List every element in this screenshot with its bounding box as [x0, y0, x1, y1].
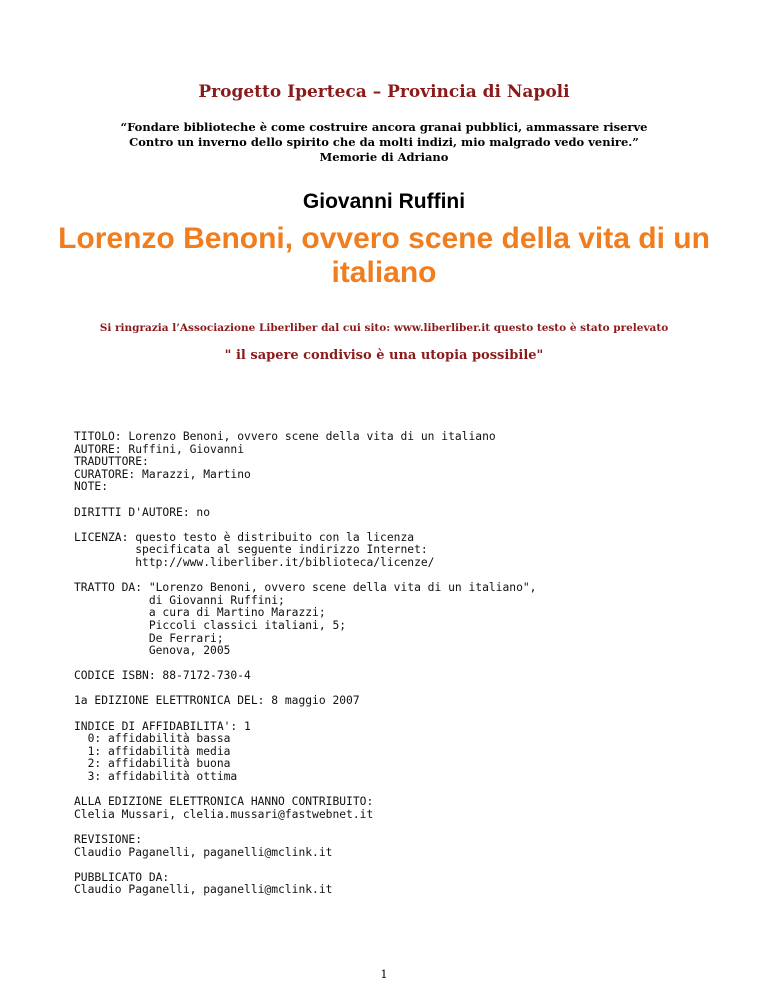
metadata-line: DIRITTI D'AUTORE: no — [74, 505, 211, 519]
quote-line: Contro un inverno dello spirito che da molti indizi, mio malgrado vedo venire.” — [129, 135, 639, 149]
acknowledgement-text: Si ringrazia l’Associazione Liberliber dal cui sito: www.liberliber.it questo testo è stato prelevato — [99, 322, 669, 334]
motto-text: " il sapere condiviso è una utopia possibile" — [224, 348, 544, 363]
metadata-line: REVISIONE: — [74, 833, 143, 846]
metadata-line — [74, 859, 537, 872]
metadata-block — [74, 431, 537, 897]
metadata-line: CODICE ISBN: 88-7172-730-4 — [74, 669, 251, 683]
quote-source: Memorie di Adriano — [319, 150, 449, 164]
page-number: 1 — [380, 968, 388, 981]
book-title-line: italiano — [331, 256, 437, 289]
metadata-line: LICENZA: questo testo è distribuito con la licenza — [74, 530, 415, 544]
metadata-line: 0: affidabilità bassa — [74, 732, 231, 746]
metadata-line: Piccoli classici italiani, 5; — [74, 618, 347, 632]
metadata-line: TRADUTTORE: — [74, 455, 149, 469]
metadata-line: AUTORE: Ruffini, Giovanni — [74, 442, 245, 456]
metadata-line: TITOLO: Lorenzo Benoni, ovvero scene della vita di un italiano — [74, 430, 496, 443]
metadata-line: di Giovanni Ruffini; — [74, 593, 285, 607]
book-title-line: Lorenzo Benoni, ovvero scene della vita di un — [58, 222, 710, 255]
metadata-line: 1: affidabilità media — [74, 744, 231, 758]
metadata-line: ALLA EDIZIONE ELETTRONICA HANNO CONTRIBUITO: — [74, 795, 374, 809]
metadata-line: 2: affidabilità buona — [74, 757, 231, 771]
project-title: Progetto Iperteca – Provincia di Napoli — [198, 82, 570, 102]
metadata-line: 1a EDIZIONE ELETTRONICA DEL: 8 maggio 2007 — [74, 694, 360, 708]
metadata-line: INDICE DI AFFIDABILITA': 1 — [74, 719, 251, 733]
quote-line: “Fondare biblioteche è come costruire ancora granai pubblici, ammassare riserve — [120, 120, 648, 134]
metadata-line: TRATTO DA: "Lorenzo Benoni, ovvero scene della vita di un italiano", — [74, 581, 537, 595]
metadata-line: NOTE: — [74, 480, 109, 494]
metadata-line — [74, 821, 537, 834]
metadata-line: a cura di Martino Marazzi; — [74, 606, 326, 620]
metadata-line: De Ferrari; — [74, 631, 224, 645]
book-author: Giovanni Ruffini — [302, 190, 466, 213]
metadata-line — [74, 708, 537, 721]
epigraph-quote — [0, 120, 768, 165]
metadata-line: Clelia Mussari, clelia.mussari@fastwebnet.it — [74, 807, 374, 821]
metadata-line: Claudio Paganelli, paganelli@mclink.it — [74, 845, 333, 859]
metadata-line: specificata al seguente indirizzo Internet: — [74, 543, 428, 557]
metadata-line: CURATORE: Marazzi, Martino — [74, 467, 251, 481]
metadata-line: http://www.liberliber.it/biblioteca/licenze/ — [74, 555, 435, 569]
book-title — [0, 222, 768, 290]
metadata-line — [74, 494, 537, 507]
metadata-line: 3: affidabilità ottima — [74, 770, 238, 784]
metadata-line: PUBBLICATO DA: — [74, 870, 170, 884]
metadata-line: Genova, 2005 — [74, 644, 231, 658]
metadata-line — [74, 519, 537, 532]
metadata-line: Claudio Paganelli, paganelli@mclink.it — [74, 883, 333, 897]
